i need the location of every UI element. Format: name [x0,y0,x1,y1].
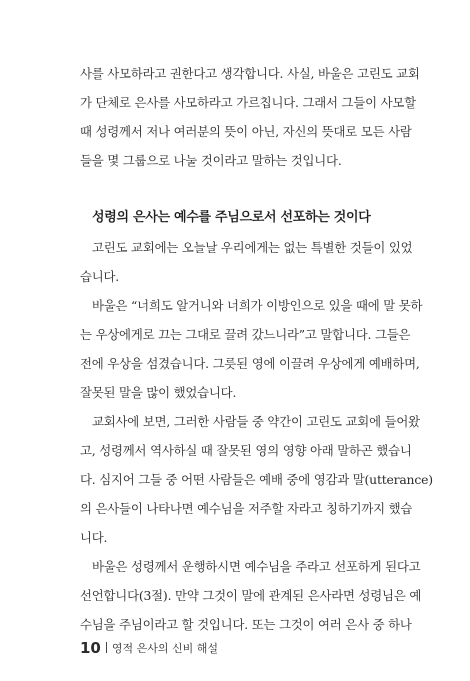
section-heading: 성령의 은사는 예수를 주님으로서 선포하는 것이다 [92,210,371,225]
page-footer [80,640,218,657]
paragraph-1-line-1: 사를 사모하라고 권한다고 생각합니다. 사실, 바울은 고린도 교회 [80,66,420,81]
paragraph-3-line-2: 는 우상에게로 끄는 그대로 끌려 갔느니라”고 말합니다. 그들은 [80,327,411,342]
paragraph-5-line-3: 수님을 주님이라고 할 것입니다. 또는 그것이 여러 은사 중 하나 [80,617,412,632]
footer-divider [106,642,107,653]
paragraph-1-line-4: 들을 몇 그룹으로 나눌 것이라고 말하는 것입니다. [80,153,342,168]
paragraph-1-line-3: 때 성령께서 저나 여러분의 뜻이 아닌, 자신의 뜻대로 모든 사람 [80,124,412,139]
page-number: 10 [80,639,101,657]
paragraph-5-line-1: 바울은 성령께서 운행하시면 예수님을 주라고 선포하게 된다고 [92,559,421,574]
paragraph-5-line-2: 선언합니다(3절). 만약 그것이 말에 관계된 은사라면 성령님은 예 [80,588,422,603]
running-book-title: 영적 은사의 신비 해설 [111,642,218,655]
paragraph-3-line-3: 전에 우상을 섬겼습니다. 그릇된 영에 이끌려 우상에게 예배하며, [80,356,420,371]
paragraph-4-line-1: 교회사에 보면, 그러한 사람들 중 약간이 고린도 교회에 들어왔 [92,414,420,429]
paragraph-1-line-2: 가 단체로 은사를 사모하라고 가르칩니다. 그래서 그들이 사모할 [80,95,416,110]
paragraph-4-line-2: 고, 성령께서 역사하실 때 잘못된 영의 영향 아래 말하곤 했습니 [80,443,412,458]
paragraph-3-line-4: 잘못된 말을 많이 했었습니다. [80,385,237,400]
paragraph-4-line-4: 의 은사들이 나타나면 예수님을 저주할 자라고 칭하기까지 했습 [80,501,413,516]
paragraph-3-line-1: 바울은 “너희도 알거니와 너희가 이방인으로 있을 때에 말 못하 [92,298,423,313]
paragraph-2-line-2: 습니다. [80,269,120,284]
paragraph-2-line-1: 고린도 교회에는 오늘날 우리에게는 없는 특별한 것들이 있었 [92,240,413,255]
paragraph-4-line-5: 니다. [80,530,108,545]
paragraph-4-line-3: 다. 심지어 그들 중 어떤 사람들은 예배 중에 영감과 말(utterance) [80,472,433,487]
